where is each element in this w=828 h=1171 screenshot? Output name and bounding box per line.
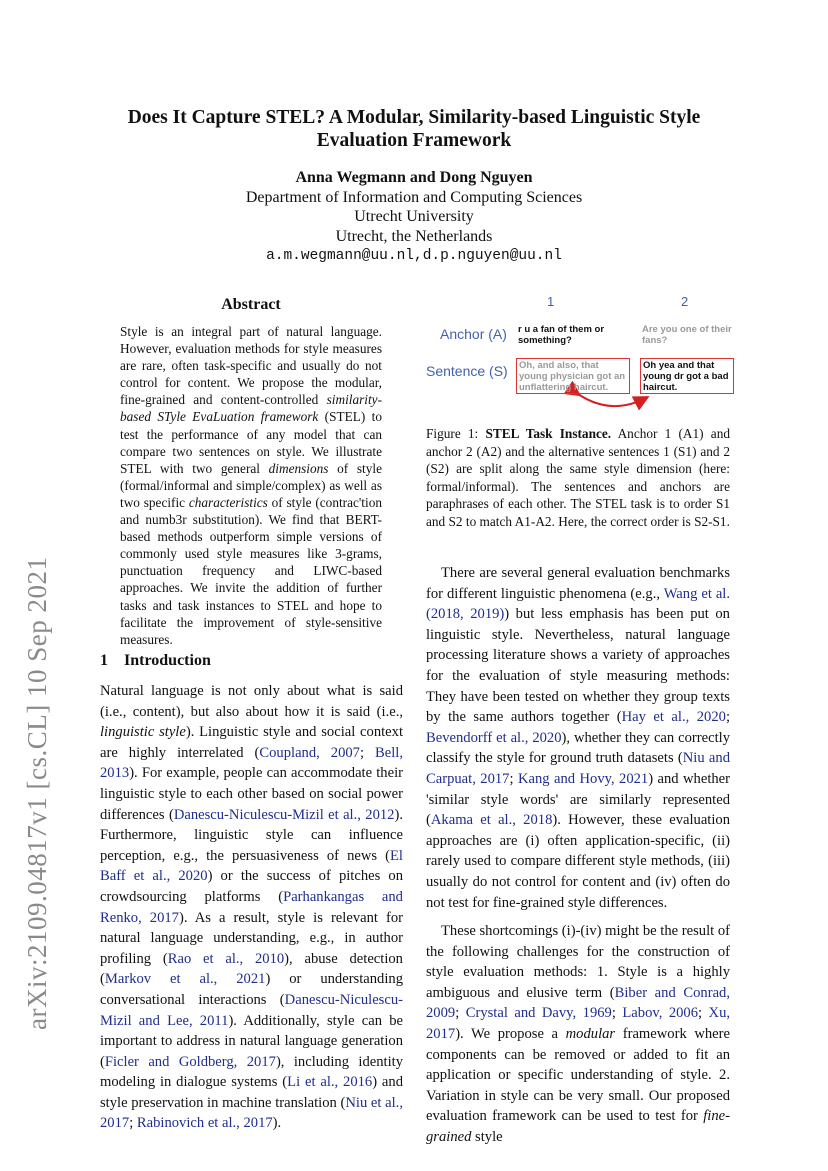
section-heading-introduction	[100, 652, 211, 670]
body-text: ). For example, people can accommodate their linguistic style to each other based on social power differences (	[100, 765, 403, 823]
body-text: There are several general evaluation benchmarks for different linguistic phenomena (e.g.,	[426, 565, 730, 602]
author-emails[interactable]: a.m.wegmann@uu.nl,d.p.nguyen@uu.nl	[266, 248, 562, 264]
body-text: ). However, these evaluation approaches are (i) often application-specific, (ii) rarely used to compare different style methods, (iii) usually do not control for content and (iv) often do not test for fine-grained style differences.	[426, 812, 730, 911]
body-text: ;	[611, 1005, 623, 1022]
column-label-1: 1	[547, 294, 555, 309]
citation-link[interactable]: Niu et al., 2017	[100, 1094, 403, 1132]
column-label-2: 2	[681, 294, 689, 309]
abstract-part: (STEL) to test the performance of any model that can compare two sentences on style. We illustrate STEL with two general	[120, 409, 383, 476]
abstract-part: of style (contrac'tion and numb3r substitution). We find that BERT-based methods outperform simple versions of commonly used style measures like 3-grams, punctuation frequency and LIWC-based approaches. We invite the addition of further tasks and task instances to STEL and hope to facilitate the improvement of style-sensitive measures.	[120, 494, 382, 647]
body-text: ). Furthermore, linguistic style can influence perception, e.g., the persuasiveness of news (	[100, 806, 403, 864]
citation-link[interactable]: Crystal and Davy, 1969	[465, 1005, 612, 1022]
emphasis-text: linguistic style	[100, 724, 186, 741]
citation-link[interactable]: Bell, 2013	[100, 744, 403, 782]
figure-caption	[426, 425, 730, 531]
sentence-2-box: Oh yea and that young dr got a bad haircut.	[640, 358, 734, 394]
body-text: ;	[509, 770, 518, 787]
body-text: ) or the success of pitches on crowdsourcing platforms (	[100, 868, 403, 905]
emphasis-text: modular	[565, 1026, 616, 1043]
body-text: ), abuse detection (	[100, 950, 403, 988]
citation-link[interactable]: Danescu-Niculescu-Mizil et al., 2012	[173, 806, 395, 823]
swap-arrow	[578, 394, 646, 406]
citation-link[interactable]: Niu and Carpuat, 2017	[426, 750, 730, 787]
body-text: ). We propose a	[455, 1026, 566, 1043]
citation-link[interactable]: Bevendorff et al., 2020	[426, 729, 562, 746]
intro-paragraph-1	[100, 681, 403, 1134]
figure-arrow-layer	[426, 288, 736, 413]
section-title: Introduction	[124, 652, 211, 669]
body-text: ;	[698, 1005, 709, 1022]
body-text: Natural language is not only about what is said (i.e., content), but also about how it is said (i.e.,	[100, 683, 403, 720]
body-text: These shortcomings (i)-(iv) might be the result of the following challenges for the construction of style evaluation methods: 1. Style is a highly ambiguous and elusive term (	[426, 923, 730, 1001]
body-text: ), including identity modeling in dialogue systems (	[100, 1053, 403, 1091]
abstract-emphasis: dimensions	[268, 460, 329, 476]
body-text: style	[471, 1129, 503, 1146]
body-text: ). Additionally, style can be important to address in natural language generation (	[100, 1012, 403, 1070]
affiliation-university: Utrecht University	[354, 208, 474, 225]
affiliation-location: Utrecht, the Netherlands	[335, 227, 493, 245]
body-text: ) or understanding conversational interactions (	[100, 971, 404, 1008]
citation-link[interactable]: Kang and Hovy, 2021	[517, 770, 649, 787]
body-text: framework where components can be removed or added to fit an application or specific understanding of style. 2. Variation in style can be very small. Our proposed evaluation framework can be used to test for	[426, 1026, 730, 1125]
caption-text: Anchor 1 (A1) and anchor 2 (A2) and the alternative sentences 1 (S1) and 2 (S2) are split along the same style dimension (here: formal/informal). The sentences and anchors are paraphrases of each other. The STEL task is to order S1 and S2 to match A1-A2. Here, the correct order is S2-S1.	[426, 426, 730, 529]
citation-link[interactable]: Coupland, 2007	[259, 744, 360, 761]
section-number: 1	[100, 652, 108, 669]
body-text: ;	[455, 1005, 466, 1022]
abstract-part: Style is an integral part of natural language. However, evaluation methods for style measures are rare, often task-specific and usually do not control for content. We propose the modular, fine-grained and content-controlled	[120, 324, 382, 408]
body-text: ), whether they can correctly classify the style for ground truth datasets (	[426, 729, 730, 767]
citation-link[interactable]: Xu, 2017	[426, 1005, 731, 1043]
author-names: Anna Wegmann and Dong Nguyen	[295, 169, 533, 186]
caption-prefix: Figure 1:	[426, 426, 486, 441]
paper-title: Does It Capture STEL? A Modular, Similarity-based Linguistic Style Evaluation Framework	[127, 107, 701, 151]
left-column-body	[100, 681, 403, 1134]
abstract-emphasis: characteristics	[188, 494, 268, 510]
citation-link[interactable]: Ficler and Goldberg, 2017	[104, 1053, 276, 1070]
citation-link[interactable]: Biber and Conrad, 2009	[426, 984, 731, 1022]
citation-link[interactable]: Hay et al., 2020	[621, 709, 726, 726]
caption-title: STEL Task Instance.	[485, 426, 612, 441]
anchor-1-text: r u a fan of them or something?	[518, 324, 605, 346]
body-text: ) and style preservation in machine translation (	[100, 1074, 403, 1111]
abstract-part: of style (formal/informal and simple/complex) as well as two specific	[120, 460, 382, 510]
emphasis-text: fine-grained	[426, 1108, 730, 1146]
citation-link[interactable]: Rao et al., 2010	[167, 950, 285, 967]
body-text: ).	[272, 1115, 282, 1132]
body-text: ). As a result, style is relevant for natural language understanding, e.g., in author profiling (	[100, 909, 403, 967]
citation-link[interactable]: Markov et al., 2021	[104, 971, 266, 988]
intro-paragraph-3	[426, 921, 730, 1148]
abstract-heading: Abstract	[221, 296, 281, 313]
anchor-row-label: Anchor (A)	[440, 326, 507, 342]
body-text: ) but less emphasis has been put on linguistic style. Nevertheless, natural language processing literature shows a variety of approaches for the evaluation of style measuring methods: They have been tested on whether they group texts by the same authors together (	[426, 606, 730, 726]
sentence-1-box: Oh, and also, that young physician got an unflattering haircut.	[516, 358, 630, 394]
citation-link[interactable]: El Baff et al., 2020	[100, 847, 403, 885]
arxiv-identifier: arXiv:2109.04817v1 [cs.CL] 10 Sep 2021	[22, 556, 52, 1030]
stel-task-figure	[426, 288, 736, 413]
body-text: ;	[725, 709, 730, 726]
right-column-body	[426, 563, 730, 1148]
citation-link[interactable]: Wang et al. (2018, 2019)	[426, 585, 731, 623]
abstract-text	[120, 323, 382, 648]
sentence-row-label: Sentence (S)	[426, 363, 508, 379]
citation-link[interactable]: Li et al., 2016	[287, 1074, 373, 1091]
body-text: ) and whether 'similar style words' are similarly represented (	[426, 770, 731, 829]
citation-link[interactable]: Parhankangas and Renko, 2017	[100, 888, 403, 926]
citation-link[interactable]: Akama et al., 2018	[430, 812, 553, 829]
abstract-emphasis: similarity-based STyle EvaLuation framework	[120, 392, 382, 425]
body-text: ). Linguistic style and social context are highly interrelated (	[100, 724, 404, 761]
citation-link[interactable]: Rabinovich et al., 2017	[136, 1115, 273, 1132]
author-block	[100, 168, 728, 267]
anchor-2-text: Are you one of their fans?	[642, 324, 732, 346]
affiliation-department: Department of Information and Computing Sciences	[245, 188, 583, 206]
intro-paragraph-2	[426, 563, 730, 913]
citation-link[interactable]: Labov, 2006	[622, 1005, 699, 1022]
citation-link[interactable]: Danescu-Niculescu-Mizil and Lee, 2011	[100, 991, 403, 1029]
body-text: ;	[129, 1115, 137, 1132]
body-text: ;	[359, 744, 376, 761]
